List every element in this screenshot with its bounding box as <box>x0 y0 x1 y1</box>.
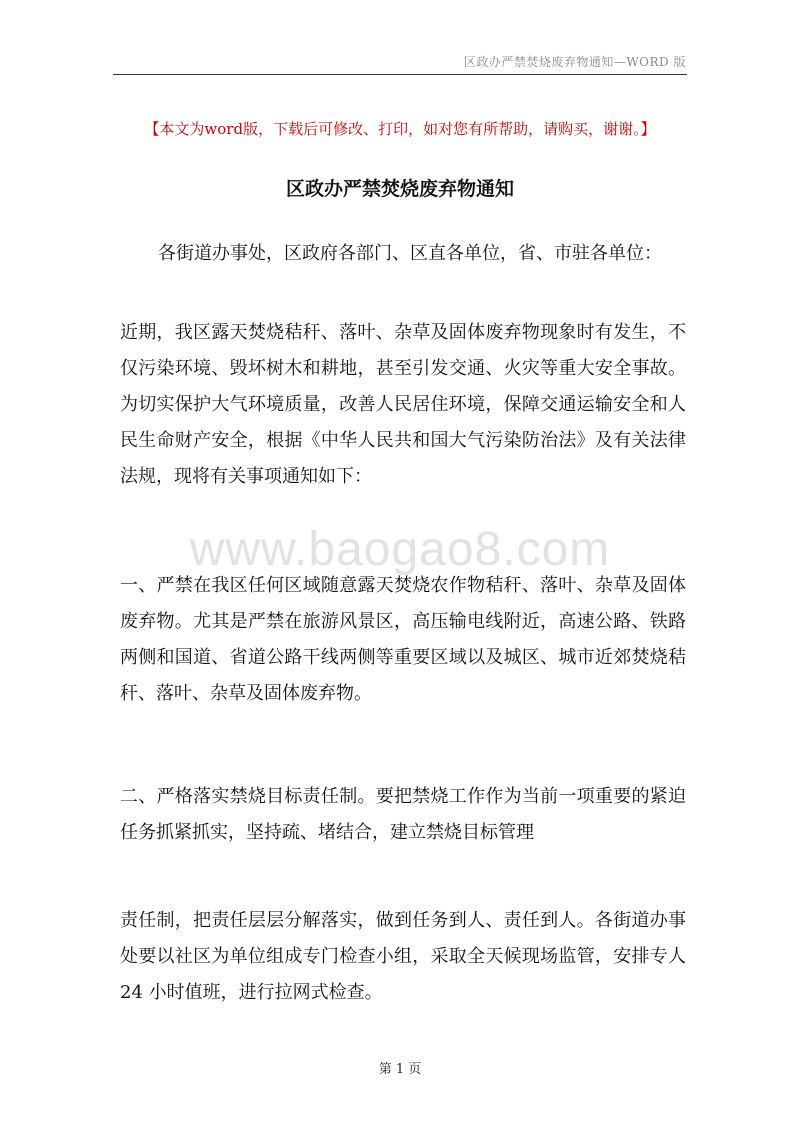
running-header: 区政办严禁焚烧废弃物通知—WORD 版 <box>463 55 686 69</box>
purchase-notice: 【本文为word版，下载后可修改、打印，如对您有所帮助，请购买，谢谢。】 <box>144 120 656 138</box>
body-paragraph-item-2-cont: 责任制，把责任层层分解落实，做到任务到人、责任到人。各街道办事处要以社区为单位组成专门检查小组，采取全天候现场监管，安排专人 24 小时值班，进行拉网式检查。 <box>120 910 686 1003</box>
header-divider <box>113 74 687 75</box>
body-paragraph-intro: 近期，我区露天焚烧秸秆、落叶、杂草及固体废弃物现象时有发生，不仅污染环境、毁坏树木和耕地，甚至引发交通、火灾等重大安全事故。为切实保护大气环境质量，改善人民居住环境，保障交通运输安全和人民生命财产安全，根据《中华人民共和国大气污染防治法》及有关法律法规，现将有关事项通知如下： <box>120 322 686 487</box>
document-title: 区政办严禁焚烧废弃物通知 <box>285 178 514 200</box>
page-number: 第 1 页 <box>378 1062 422 1077</box>
salutation: 各街道办事处，区政府各部门、区直各单位，省、市驻各单位： <box>158 243 662 264</box>
watermark: www.baogao8.com <box>189 523 611 576</box>
body-paragraph-item-2: 二、严格落实禁烧目标责任制。要把禁烧工作作为当前一项重要的紧迫任务抓紧抓实，坚持疏、堵结合，建立禁烧目标管理 <box>120 786 686 843</box>
body-paragraph-item-1: 一、严禁在我区任何区域随意露天焚烧农作物秸秆、落叶、杂草及固体废弃物。尤其是严禁在旅游风景区，高压输电线附近，高速公路、铁路两侧和国道、省道公路干线两侧等重要区域以及城区、城市近郊焚烧秸秆、落叶、杂草及固体废弃物。 <box>120 575 686 704</box>
